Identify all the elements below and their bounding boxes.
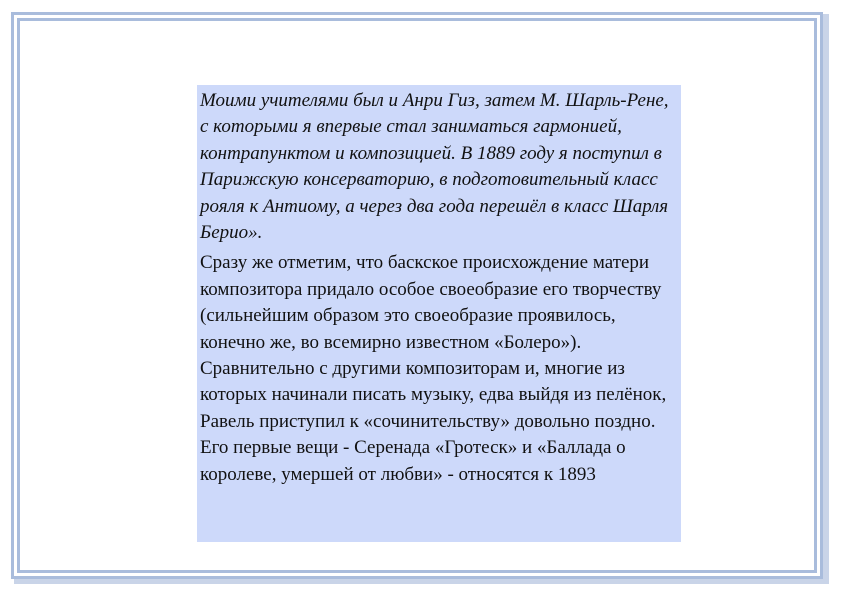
quote-paragraph: Моими учителями был и Анри Гиз, затем М. Шарль-Рене, с которыми я впервые стал заниматься гармонией, контрапунктом и композицией. В 1889 году я поступил в Парижскую консерваторию, в подготовительный класс рояля к Антиому, а через два года перешёл в класс Шарля Берио». [200,90,669,244]
frame-shadow-right [823,14,829,581]
body-paragraph: Сразу же отметим, что баскское происхождение матери композитора придало особое своеобразие его творчеству (сильнейшим образом это своеобразие проявилось, конечно же, во всемирно известном «Болеро»). Сравнительно с другими композиторам и, многие из которых начинали писать музыку, едва выйдя из пелёнок, Равель приступил к «сочинительству» довольно поздно. Его первые вещи - Серенада «Гротеск» и «Баллада о королеве, умершей от любви» - относятся к 1893 [200,252,667,485]
text-box [197,85,681,542]
frame-shadow-bottom [14,579,829,584]
